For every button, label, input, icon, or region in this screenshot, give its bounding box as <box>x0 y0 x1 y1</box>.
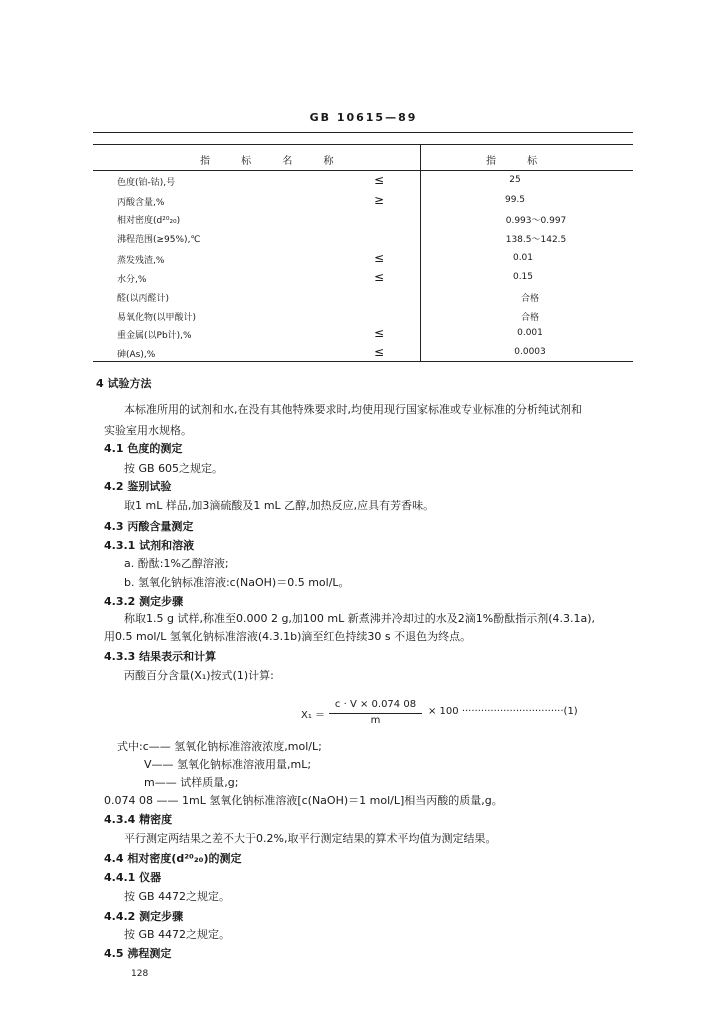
table-header-indicator: 指 标 名 称 <box>200 156 348 167</box>
row-symbol: ≤ <box>374 270 385 284</box>
reagent-a: a. 酚酞:1%乙醇溶液; <box>124 557 229 570</box>
table-header-bottom-rule <box>93 170 633 171</box>
row-name: 沸程范围(≥95%),℃ <box>117 235 201 245</box>
row-value: 0.001 <box>517 328 543 338</box>
section-4-3-2-line-2: 用0.5 mol/L 氢氧化钠标准溶液(4.3.1b)滴至红色持续30 s 不退色为终点。 <box>104 630 472 643</box>
row-name: 丙酸含量,% <box>117 198 165 208</box>
table-top-rule <box>93 132 633 133</box>
row-symbol: ≤ <box>374 326 385 340</box>
row-symbol: ≥ <box>374 193 385 207</box>
row-name: 相对密度(d²⁰₂₀) <box>117 216 181 226</box>
row-symbol: ≤ <box>374 173 385 187</box>
row-symbol: ≤ <box>374 251 385 265</box>
section-4-3-2-heading: 4.3.2 测定步骤 <box>104 595 184 608</box>
row-value: 0.15 <box>512 272 534 282</box>
table-column-divider <box>420 144 421 361</box>
row-name: 水分,% <box>117 275 147 285</box>
formula-lhs: X₁ ＝ <box>301 710 326 721</box>
fraction-bar <box>329 713 422 714</box>
row-name: 易氧化物(以甲酸计) <box>117 313 197 323</box>
section-4-5-heading: 4.5 沸程测定 <box>104 947 172 960</box>
row-value: 99.5 <box>504 195 526 205</box>
section-4-3-3-text: 丙酸百分含量(X₁)按式(1)计算: <box>124 669 274 682</box>
section-4-paragraph-line-1: 本标准所用的试剂和水,在没有其他特殊要求时,均使用现行国家标准或专业标准的分析纯试剂和 <box>124 403 582 416</box>
table-bottom-rule <box>93 361 633 362</box>
page-number: 128 <box>131 969 149 979</box>
where-constant: 0.074 08 —— 1mL 氢氧化钠标准溶液[c(NaOH)＝1 mol/L]相当丙酸的质量,g。 <box>104 794 503 807</box>
row-value: 0.993～0.997 <box>505 216 567 226</box>
table-header-value: 指 标 <box>486 156 552 167</box>
where-v: V—— 氢氧化钠标准溶液用量,mL; <box>144 758 312 771</box>
standard-number-header: GB 10615—89 <box>309 111 418 124</box>
row-value: 0.01 <box>512 253 534 263</box>
formula-numerator: c · V × 0.074 08 <box>334 699 417 710</box>
where-m: m—— 试样质量,g; <box>144 776 239 789</box>
row-value: 138.5～142.5 <box>505 235 567 245</box>
section-4-2-text: 取1 mL 样品,加3滴硫酸及1 mL 乙醇,加热反应,应具有芳香味。 <box>124 499 435 512</box>
row-name: 重金属(以Pb计),% <box>117 331 192 341</box>
section-4-3-2-line-1: 称取1.5 g 试样,称准至0.000 2 g,加100 mL 新煮沸并冷却过的水及2滴1%酚酞指示剂(4.3.1a), <box>124 612 596 625</box>
section-4-3-4-heading: 4.3.4 精密度 <box>104 813 173 826</box>
section-4-4-2-heading: 4.4.2 测定步骤 <box>104 910 184 923</box>
section-4-3-1-heading: 4.3.1 试剂和溶液 <box>104 539 195 552</box>
row-name: 砷(As),% <box>117 350 156 360</box>
table-header-top-rule <box>93 144 633 145</box>
section-4-1-heading: 4.1 色度的测定 <box>104 442 183 455</box>
section-4-heading: 4 试验方法 <box>96 377 152 390</box>
section-4-3-3-heading: 4.3.3 结果表示和计算 <box>104 650 217 663</box>
section-4-paragraph-line-2: 实验室用水规格。 <box>104 424 192 437</box>
section-4-4-heading: 4.4 相对密度(d²⁰₂₀)的测定 <box>104 852 242 865</box>
section-4-4-1-heading: 4.4.1 仪器 <box>104 871 162 884</box>
row-name: 醛(以丙醛计) <box>117 294 170 304</box>
formula-denominator: m <box>370 715 381 726</box>
section-4-2-heading: 4.2 鉴别试验 <box>104 480 172 493</box>
formula-tail: × 100 ································(1) <box>428 706 578 717</box>
row-name: 蒸发残渣,% <box>117 256 165 266</box>
row-value: 合格 <box>520 294 539 304</box>
where-c: 式中:c—— 氢氧化钠标准溶液浓度,mol/L; <box>117 740 322 753</box>
row-value: 0.0003 <box>514 347 546 357</box>
row-name: 色度(铂-钴),号 <box>117 178 176 188</box>
section-4-4-2-text: 按 GB 4472之规定。 <box>124 928 231 941</box>
row-value: 合格 <box>520 313 539 323</box>
section-4-3-4-text: 平行测定两结果之差不大于0.2%,取平行测定结果的算术平均值为测定结果。 <box>124 832 497 845</box>
section-4-3-heading: 4.3 丙酸含量测定 <box>104 520 194 533</box>
row-symbol: ≤ <box>374 345 385 359</box>
row-value: 25 <box>509 175 521 185</box>
reagent-b: b. 氢氧化钠标准溶液:c(NaOH)＝0.5 mol/L。 <box>124 576 350 589</box>
section-4-4-1-text: 按 GB 4472之规定。 <box>124 890 231 903</box>
section-4-1-text: 按 GB 605之规定。 <box>124 462 224 475</box>
